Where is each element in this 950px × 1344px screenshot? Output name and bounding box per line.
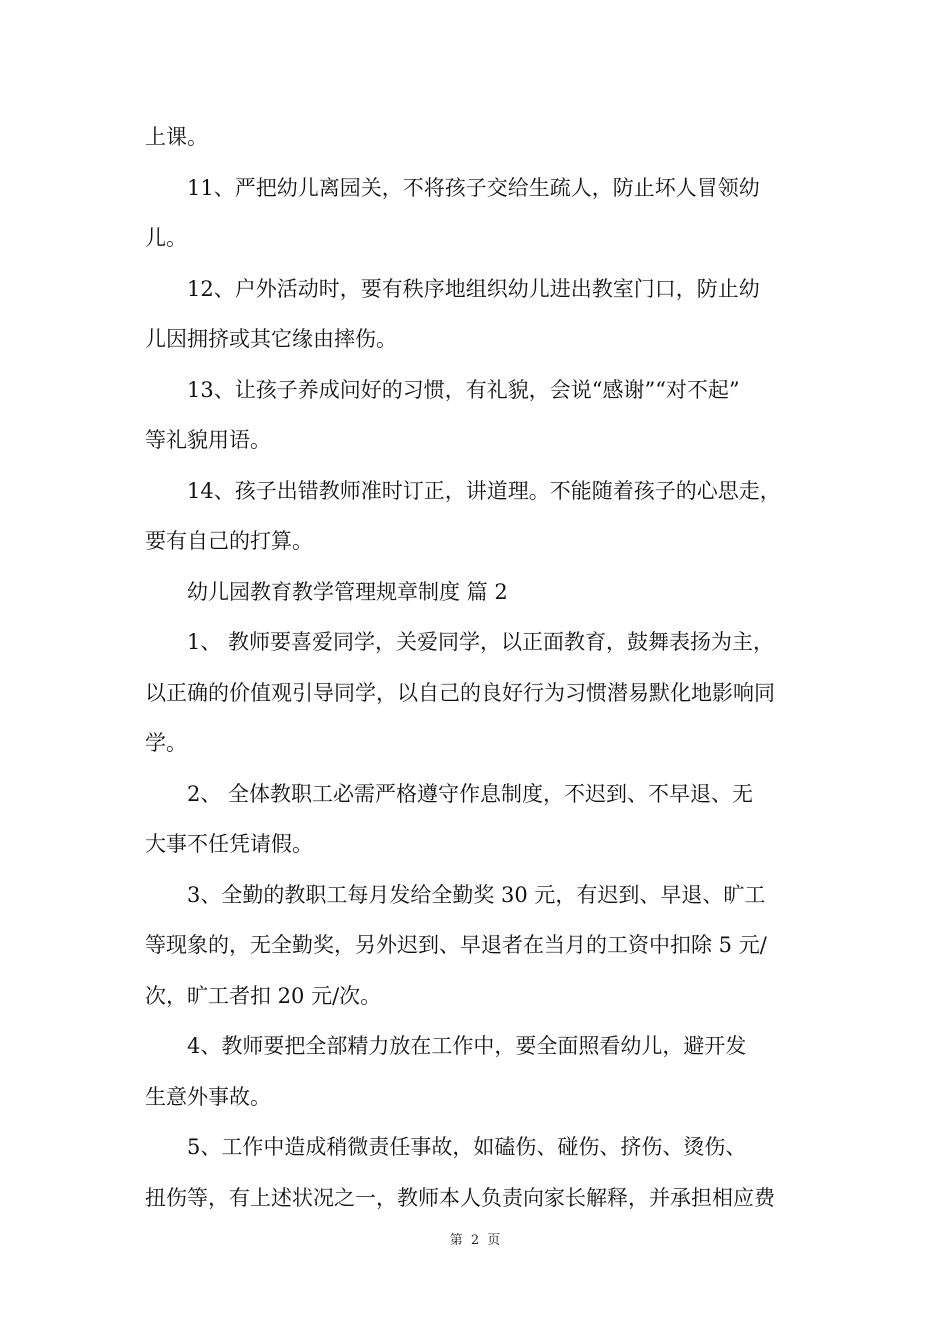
text-line: 12、户外活动时，要有秩序地组织幼儿进出教室门口，防止幼 (187, 276, 760, 301)
text-line: 5、工作中造成稍微责任事故，如磕伤、碰伤、挤伤、烫伤、 (187, 1135, 747, 1159)
text-line: 学。 (145, 731, 187, 755)
text-line: 14、孩子出错教师准时订正，讲道理。不能随着孩子的心思走， (187, 478, 781, 503)
text-line: 等礼貌用语。 (145, 428, 271, 452)
text-line: 上课。 (145, 125, 208, 149)
page-footer (0, 1232, 950, 1250)
text-line: 儿因拥挤或其它缘由摔伤。 (145, 327, 397, 351)
text-line: 3、全勤的教职工每月发给全勤奖 30 元，有迟到、早退、旷工 (187, 882, 766, 907)
text-line: 大事不任凭请假。 (145, 832, 313, 856)
text-line: 要有自己的打算。 (145, 529, 313, 553)
text-line: 4、教师要把全部精力放在工作中，要全面照看幼儿，避开发 (187, 1034, 747, 1058)
document-body (145, 112, 807, 1223)
text-line: 等现象的，无全勤奖，另外迟到、早退者在当月的工资中扣除 5 元/ (145, 933, 767, 957)
page-label-suffix: 页 (487, 1233, 501, 1248)
text-line: 1、 教师要喜爱同学，关爱同学，以正面教育，鼓舞表扬为主， (187, 630, 775, 654)
text-line: 次，旷工者扣 20 元/次。 (145, 983, 382, 1008)
text-line: 2、 全体教职工必需严格遵守作息制度，不迟到、不早退、无 (187, 781, 754, 806)
text-line: 13、让孩子养成问好的习惯，有礼貌，会说“感谢”“对不起” (187, 377, 740, 402)
text-line: 11、严把幼儿离园关，不将孩子交给生疏人，防止坏人冒领幼 (187, 175, 760, 200)
text-line: 以正确的价值观引导同学，以自己的良好行为习惯潜易默化地影响同 (145, 680, 775, 705)
page-number: 2 (470, 1233, 480, 1248)
text-line: 扭伤等，有上述状况之一，教师本人负责向家长解释，并承担相应费 (145, 1185, 775, 1210)
text-line: 生意外事故。 (145, 1084, 271, 1109)
text-line: 儿。 (145, 226, 187, 250)
page-label-prefix: 第 (449, 1233, 463, 1248)
section-heading: 幼儿园教育教学管理规章制度 篇 2 (187, 579, 508, 604)
